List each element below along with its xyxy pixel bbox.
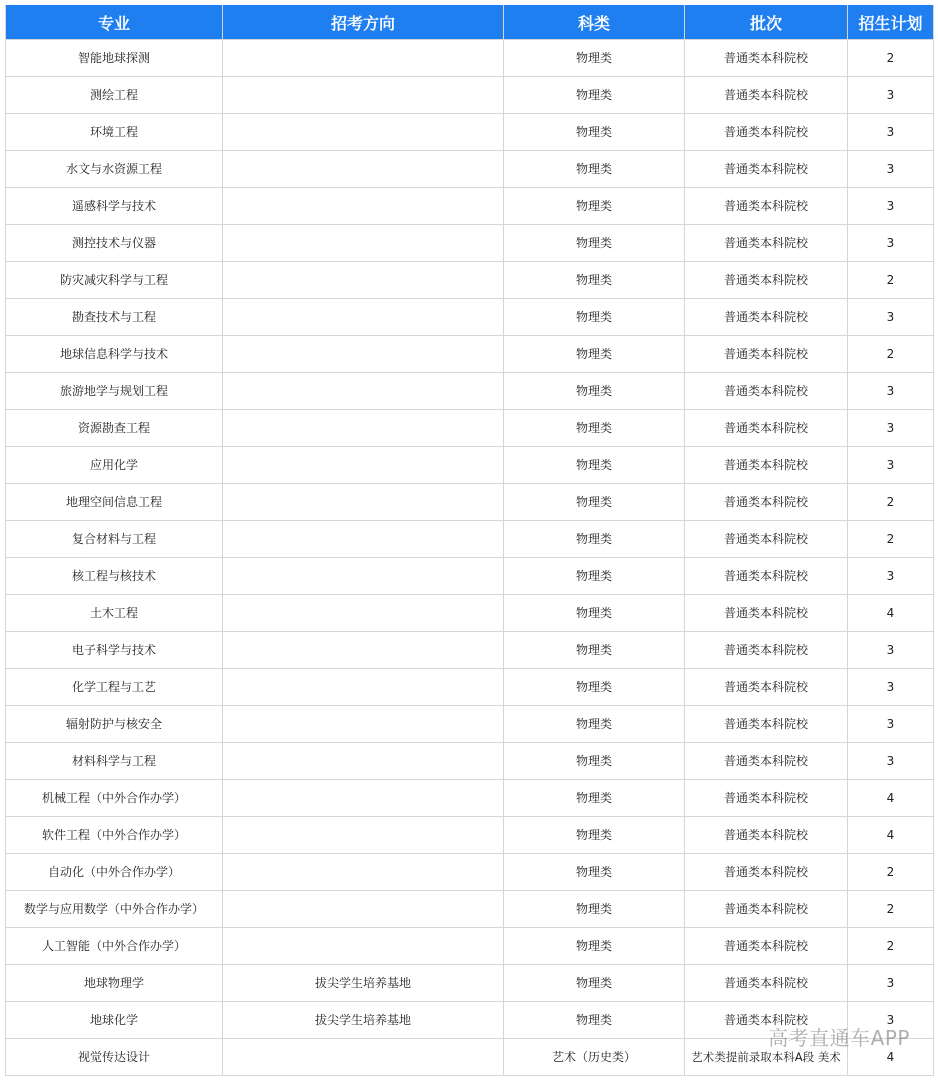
batch-cell: 普通类本科院校 — [685, 928, 848, 965]
major-cell: 应用化学 — [6, 447, 223, 484]
major-cell: 勘查技术与工程 — [6, 299, 223, 336]
table-row — [6, 521, 934, 558]
enrollment-plan-cell: 4 — [848, 817, 934, 854]
batch-cell: 普通类本科院校 — [685, 891, 848, 928]
subject-category-cell: 物理类 — [504, 40, 685, 77]
subject-category-cell: 物理类 — [504, 558, 685, 595]
direction-cell — [223, 336, 504, 373]
direction-cell — [223, 77, 504, 114]
subject-category-cell: 物理类 — [504, 632, 685, 669]
batch-cell: 普通类本科院校 — [685, 965, 848, 1002]
subject-category-cell: 物理类 — [504, 225, 685, 262]
direction-cell — [223, 928, 504, 965]
major-cell: 地球化学 — [6, 1002, 223, 1039]
major-cell: 防灾减灾科学与工程 — [6, 262, 223, 299]
batch-cell: 艺术类提前录取本科A段 美术 — [685, 1039, 848, 1076]
table-row — [6, 447, 934, 484]
major-cell: 数学与应用数学（中外合作办学） — [6, 891, 223, 928]
direction-cell — [223, 780, 504, 817]
enrollment-plan-cell: 3 — [848, 447, 934, 484]
major-cell: 水文与水资源工程 — [6, 151, 223, 188]
table-row — [6, 336, 934, 373]
table-row — [6, 151, 934, 188]
table-row — [6, 77, 934, 114]
batch-cell: 普通类本科院校 — [685, 1002, 848, 1039]
direction-cell — [223, 40, 504, 77]
subject-category-cell: 物理类 — [504, 595, 685, 632]
batch-cell: 普通类本科院校 — [685, 632, 848, 669]
direction-cell — [223, 151, 504, 188]
batch-cell: 普通类本科院校 — [685, 40, 848, 77]
major-cell: 机械工程（中外合作办学） — [6, 780, 223, 817]
direction-cell — [223, 854, 504, 891]
major-cell: 化学工程与工艺 — [6, 669, 223, 706]
batch-cell: 普通类本科院校 — [685, 410, 848, 447]
enrollment-plan-cell: 3 — [848, 410, 934, 447]
major-cell: 地理空间信息工程 — [6, 484, 223, 521]
subject-category-cell: 物理类 — [504, 1002, 685, 1039]
table-row — [6, 225, 934, 262]
admission-plan-table-container — [5, 5, 933, 1076]
subject-category-cell: 物理类 — [504, 706, 685, 743]
batch-cell: 普通类本科院校 — [685, 706, 848, 743]
batch-cell: 普通类本科院校 — [685, 114, 848, 151]
direction-cell — [223, 225, 504, 262]
major-cell: 旅游地学与规划工程 — [6, 373, 223, 410]
enrollment-plan-cell: 2 — [848, 484, 934, 521]
watermark-text: 高考直通车APP — [768, 1026, 910, 1050]
major-cell: 智能地球探测 — [6, 40, 223, 77]
subject-category-cell: 物理类 — [504, 965, 685, 1002]
direction-cell: 拔尖学生培养基地 — [223, 1002, 504, 1039]
enrollment-plan-cell: 2 — [848, 928, 934, 965]
subject-category-cell: 物理类 — [504, 336, 685, 373]
subject-category-cell: 物理类 — [504, 891, 685, 928]
direction-cell — [223, 447, 504, 484]
batch-cell: 普通类本科院校 — [685, 299, 848, 336]
major-cell: 土木工程 — [6, 595, 223, 632]
batch-cell: 普通类本科院校 — [685, 558, 848, 595]
subject-category-cell: 物理类 — [504, 484, 685, 521]
enrollment-plan-cell: 2 — [848, 854, 934, 891]
table-row — [6, 928, 934, 965]
subject-category-cell: 物理类 — [504, 262, 685, 299]
enrollment-plan-cell: 3 — [848, 632, 934, 669]
major-cell: 资源勘查工程 — [6, 410, 223, 447]
table-row — [6, 669, 934, 706]
direction-cell — [223, 669, 504, 706]
table-row — [6, 188, 934, 225]
table-row — [6, 854, 934, 891]
batch-cell: 普通类本科院校 — [685, 188, 848, 225]
table-row — [6, 817, 934, 854]
direction-cell: 拔尖学生培养基地 — [223, 965, 504, 1002]
header-row — [6, 5, 934, 40]
enrollment-plan-cell: 4 — [848, 780, 934, 817]
direction-cell — [223, 595, 504, 632]
table-row — [6, 595, 934, 632]
table-row — [6, 891, 934, 928]
direction-cell — [223, 114, 504, 151]
enrollment-plan-cell: 3 — [848, 151, 934, 188]
direction-cell — [223, 558, 504, 595]
subject-category-cell: 物理类 — [504, 77, 685, 114]
major-cell: 复合材料与工程 — [6, 521, 223, 558]
batch-cell: 普通类本科院校 — [685, 521, 848, 558]
direction-cell — [223, 706, 504, 743]
subject-category-cell: 物理类 — [504, 669, 685, 706]
enrollment-plan-cell: 4 — [848, 595, 934, 632]
major-cell: 软件工程（中外合作办学） — [6, 817, 223, 854]
subject-category-cell: 物理类 — [504, 780, 685, 817]
direction-cell — [223, 410, 504, 447]
header-major: 专业 — [6, 5, 223, 40]
subject-category-cell: 物理类 — [504, 299, 685, 336]
batch-cell: 普通类本科院校 — [685, 225, 848, 262]
enrollment-plan-cell: 2 — [848, 336, 934, 373]
subject-category-cell: 物理类 — [504, 151, 685, 188]
table-row — [6, 965, 934, 1002]
direction-cell — [223, 632, 504, 669]
major-cell: 材料科学与工程 — [6, 743, 223, 780]
major-cell: 地球信息科学与技术 — [6, 336, 223, 373]
major-cell: 电子科学与技术 — [6, 632, 223, 669]
subject-category-cell: 艺术（历史类） — [504, 1039, 685, 1076]
major-cell: 测控技术与仪器 — [6, 225, 223, 262]
subject-category-cell: 物理类 — [504, 188, 685, 225]
enrollment-plan-cell: 3 — [848, 299, 934, 336]
subject-category-cell: 物理类 — [504, 373, 685, 410]
subject-category-cell: 物理类 — [504, 410, 685, 447]
batch-cell: 普通类本科院校 — [685, 77, 848, 114]
table-header — [6, 5, 934, 40]
subject-category-cell: 物理类 — [504, 817, 685, 854]
batch-cell: 普通类本科院校 — [685, 595, 848, 632]
header-enrollment-plan: 招生计划 — [848, 5, 934, 40]
enrollment-plan-cell: 3 — [848, 558, 934, 595]
enrollment-plan-cell: 2 — [848, 40, 934, 77]
header-batch: 批次 — [685, 5, 848, 40]
table-row — [6, 558, 934, 595]
major-cell: 人工智能（中外合作办学） — [6, 928, 223, 965]
direction-cell — [223, 1039, 504, 1076]
major-cell: 自动化（中外合作办学） — [6, 854, 223, 891]
table-row — [6, 632, 934, 669]
batch-cell: 普通类本科院校 — [685, 854, 848, 891]
major-cell: 核工程与核技术 — [6, 558, 223, 595]
header-subject-category: 科类 — [504, 5, 685, 40]
batch-cell: 普通类本科院校 — [685, 817, 848, 854]
batch-cell: 普通类本科院校 — [685, 447, 848, 484]
major-cell: 环境工程 — [6, 114, 223, 151]
direction-cell — [223, 299, 504, 336]
batch-cell: 普通类本科院校 — [685, 336, 848, 373]
direction-cell — [223, 817, 504, 854]
major-cell: 辐射防护与核安全 — [6, 706, 223, 743]
enrollment-plan-cell: 3 — [848, 1002, 934, 1039]
major-cell: 测绘工程 — [6, 77, 223, 114]
table-row — [6, 780, 934, 817]
table-row — [6, 743, 934, 780]
enrollment-plan-cell: 3 — [848, 965, 934, 1002]
enrollment-plan-cell: 2 — [848, 891, 934, 928]
table-body — [6, 40, 934, 1076]
major-cell: 视觉传达设计 — [6, 1039, 223, 1076]
table-row — [6, 299, 934, 336]
enrollment-plan-cell: 4 — [848, 1039, 934, 1076]
major-cell: 遥感科学与技术 — [6, 188, 223, 225]
batch-cell: 普通类本科院校 — [685, 669, 848, 706]
table-row — [6, 484, 934, 521]
enrollment-plan-cell: 3 — [848, 706, 934, 743]
table-row — [6, 410, 934, 447]
direction-cell — [223, 188, 504, 225]
admission-plan-table — [5, 5, 934, 1076]
batch-cell: 普通类本科院校 — [685, 151, 848, 188]
subject-category-cell: 物理类 — [504, 928, 685, 965]
enrollment-plan-cell: 3 — [848, 188, 934, 225]
batch-cell: 普通类本科院校 — [685, 484, 848, 521]
direction-cell — [223, 743, 504, 780]
enrollment-plan-cell: 3 — [848, 669, 934, 706]
enrollment-plan-cell: 2 — [848, 262, 934, 299]
direction-cell — [223, 373, 504, 410]
enrollment-plan-cell: 3 — [848, 114, 934, 151]
direction-cell — [223, 521, 504, 558]
batch-cell: 普通类本科院校 — [685, 743, 848, 780]
table-row — [6, 40, 934, 77]
enrollment-plan-cell: 3 — [848, 743, 934, 780]
table-row — [6, 114, 934, 151]
header-direction: 招考方向 — [223, 5, 504, 40]
subject-category-cell: 物理类 — [504, 447, 685, 484]
direction-cell — [223, 484, 504, 521]
enrollment-plan-cell: 3 — [848, 373, 934, 410]
subject-category-cell: 物理类 — [504, 114, 685, 151]
table-row — [6, 706, 934, 743]
batch-cell: 普通类本科院校 — [685, 373, 848, 410]
batch-cell: 普通类本科院校 — [685, 262, 848, 299]
subject-category-cell: 物理类 — [504, 521, 685, 558]
table-row — [6, 262, 934, 299]
enrollment-plan-cell: 3 — [848, 77, 934, 114]
enrollment-plan-cell: 3 — [848, 225, 934, 262]
subject-category-cell: 物理类 — [504, 854, 685, 891]
table-row — [6, 373, 934, 410]
enrollment-plan-cell: 2 — [848, 521, 934, 558]
direction-cell — [223, 262, 504, 299]
subject-category-cell: 物理类 — [504, 743, 685, 780]
direction-cell — [223, 891, 504, 928]
batch-cell: 普通类本科院校 — [685, 780, 848, 817]
major-cell: 地球物理学 — [6, 965, 223, 1002]
